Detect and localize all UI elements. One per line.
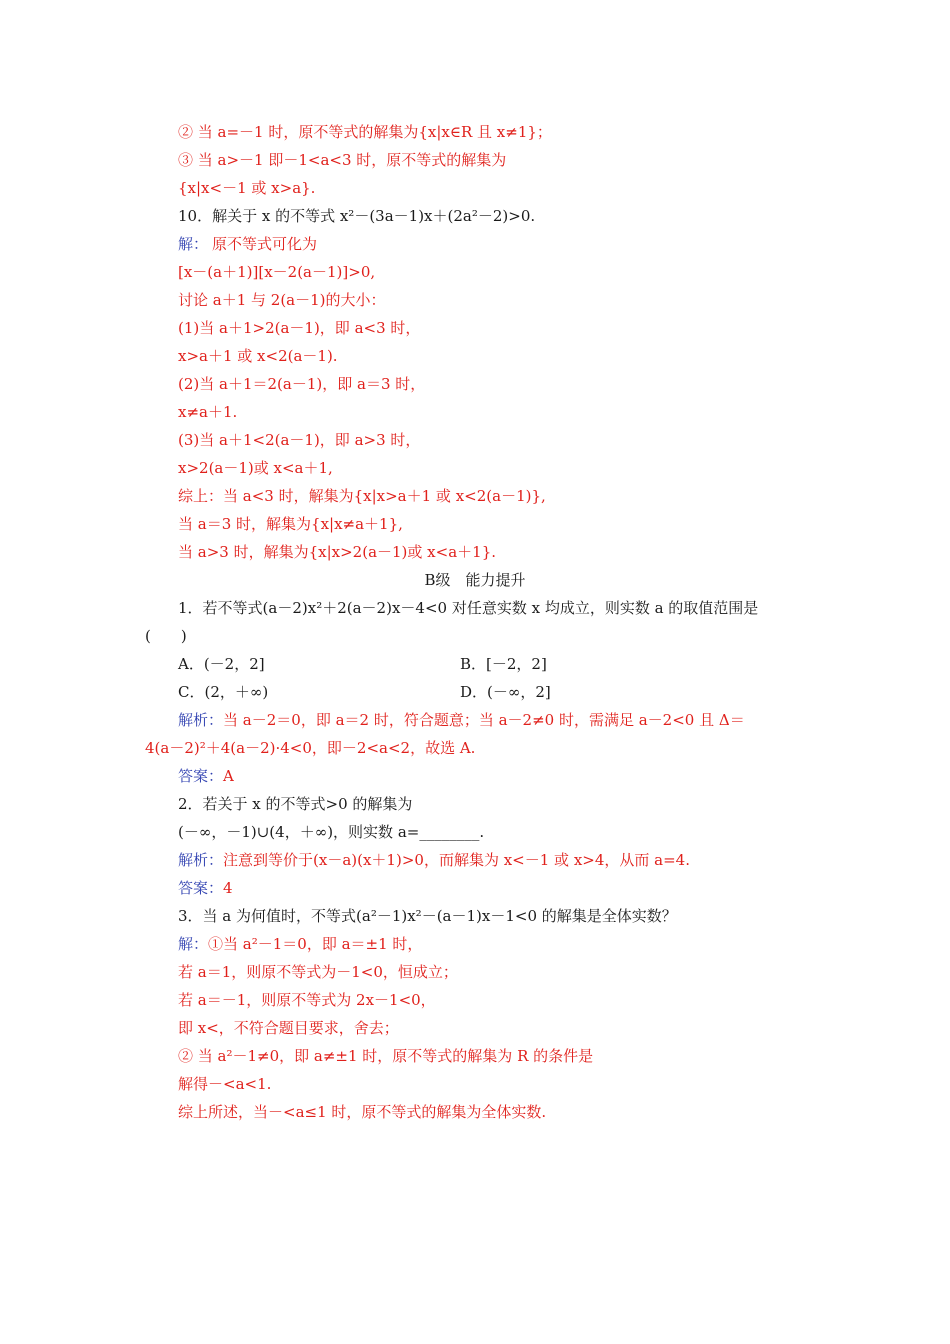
q3-solution-4: 即 x<，不符合题目要求，舍去； xyxy=(178,1019,399,1037)
question-2: 2．若关于 x 的不等式>0 的解集为 xyxy=(178,795,413,813)
question-2-cont: (－∞，－1)∪(4，＋∞)，则实数 a=________. xyxy=(178,823,485,841)
solution-label: 解： xyxy=(178,235,209,253)
answer-label: 答案： xyxy=(178,767,224,785)
option-a: A．(－2，2] xyxy=(178,655,265,673)
q10-summary-1: 综上：当 a<3 时，解集为{x|x>a＋1 或 x<2(a－1)}, xyxy=(178,487,546,505)
explanation-label: 解析： xyxy=(178,711,224,729)
q3-solution-6: 解得－<a<1. xyxy=(178,1075,272,1093)
q3-solution-1 xyxy=(178,934,422,954)
q10-case-2-result: x≠a＋1. xyxy=(178,403,238,421)
question-3: 3．当 a 为何值时，不等式(a²－1)x²－(a－1)x－1<0 的解集是全体实数？ xyxy=(178,907,677,925)
q10-case-3: (3)当 a＋1<2(a－1)，即 a>3 时， xyxy=(178,431,421,449)
solution-case-3-set: {x|x<－1 或 x>a}. xyxy=(178,179,316,197)
q10-case-1: (1)当 a＋1>2(a－1)，即 a<3 时， xyxy=(178,319,421,337)
q10-case-1-result: x>a＋1 或 x<2(a－1). xyxy=(178,347,338,365)
solution-text: 原不等式可化为 xyxy=(212,235,318,253)
question-1-blank: ( ) xyxy=(145,627,187,645)
q2-answer xyxy=(178,878,233,898)
solution-case-3: ③ 当 a>－1 即－1<a<3 时，原不等式的解集为 xyxy=(178,151,507,169)
answer-value: 4 xyxy=(223,879,233,897)
explanation-text: 当 a－2＝0，即 a＝2 时，符合题意；当 a－2≠0 时，需满足 a－2<0 且 Δ＝ xyxy=(223,711,745,729)
q1-explanation-2: 4(a－2)²＋4(a－2)·4<0，即－2<a<2，故选 A. xyxy=(145,739,476,757)
q10-solution-intro xyxy=(178,234,317,254)
q10-factored: [x－(a＋1)][x－2(a－1)]>0, xyxy=(178,263,376,281)
q10-case-3-result: x>2(a－1)或 x<a＋1, xyxy=(178,459,333,477)
option-b: B．[－2，2] xyxy=(460,655,547,673)
q3-solution-3: 若 a＝－1，则原不等式为 2x－1<0， xyxy=(178,991,436,1009)
explanation-label: 解析： xyxy=(178,851,224,869)
q2-explanation xyxy=(178,850,690,870)
q1-explanation-1 xyxy=(178,710,745,730)
q3-conclusion: 综上所述，当－<a≤1 时，原不等式的解集为全体实数. xyxy=(178,1103,547,1121)
q10-discuss: 讨论 a＋1 与 2(a－1)的大小： xyxy=(178,291,386,309)
q1-answer xyxy=(178,766,234,786)
solution-case-2: ② 当 a=－1 时，原不等式的解集为{x|x∈R 且 x≠1}； xyxy=(178,123,552,141)
option-c: C．(2，＋∞) xyxy=(178,683,269,701)
section-heading: B级 能力提升 xyxy=(424,571,526,589)
q3-solution-5: ② 当 a²－1≠0，即 a≠±1 时，原不等式的解集为 R 的条件是 xyxy=(178,1047,594,1065)
explanation-text: 注意到等价于(x－a)(x＋1)>0，而解集为 x<－1 或 x>4，从而 a=4. xyxy=(223,851,690,869)
option-d: D．(－∞，2] xyxy=(460,683,551,701)
solution-text: ①当 a²－1＝0，即 a＝±1 时， xyxy=(208,935,423,953)
question-10: 10．解关于 x 的不等式 x²－(3a－1)x＋(2a²－2)>0. xyxy=(178,207,536,225)
q10-case-2: (2)当 a＋1＝2(a－1)，即 a＝3 时， xyxy=(178,375,426,393)
q3-solution-2: 若 a＝1，则原不等式为－1<0，恒成立； xyxy=(178,963,458,981)
question-1: 1．若不等式(a－2)x²＋2(a－2)x－4<0 对任意实数 x 均成立，则实数 a 的取值范围是 xyxy=(178,599,759,617)
q10-summary-3: 当 a>3 时，解集为{x|x>2(a－1)或 x<a＋1}. xyxy=(178,543,497,561)
solution-label: 解： xyxy=(178,935,209,953)
answer-value: A xyxy=(223,767,234,785)
q10-summary-2: 当 a＝3 时，解集为{x|x≠a＋1}, xyxy=(178,515,403,533)
answer-label: 答案： xyxy=(178,879,224,897)
